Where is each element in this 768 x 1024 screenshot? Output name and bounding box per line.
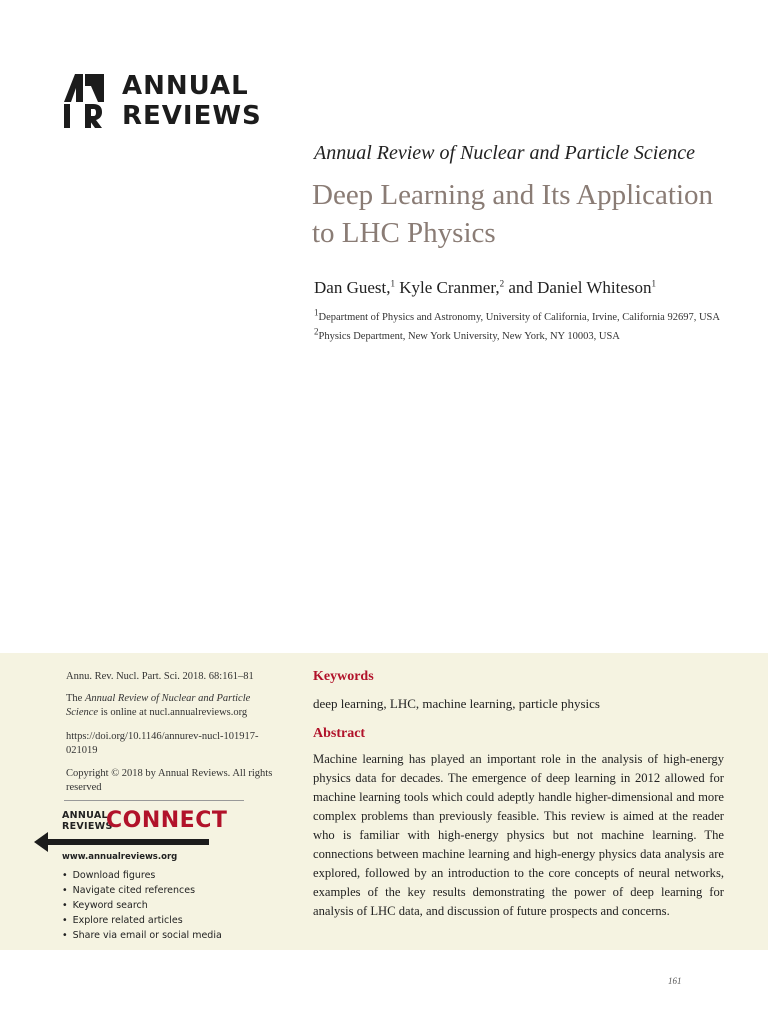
affiliation-2: $^2$Physics Department, New York University, New York, NY 10003, USA	[314, 326, 620, 342]
list-item: • Share via email or social media	[62, 928, 222, 943]
list-item: • Download figures	[62, 868, 222, 883]
author-affiliation-mark: 1	[651, 278, 657, 289]
copyright-notice: Copyright © 2018 by Annual Reviews. All rights reserved	[66, 768, 273, 793]
affiliation-1: $^1$Department of Physics and Astronomy, University of California, Irvine, California 92697, USA	[314, 307, 720, 323]
author-affiliation-mark: 2	[499, 278, 505, 289]
doi-link[interactable]: https://doi.org/10.1146/annurev-nucl-101917-021019	[66, 731, 259, 756]
divider	[64, 800, 244, 801]
journal-name: Annual Review of Nuclear and Particle Science	[314, 142, 695, 164]
citation: Annu. Rev. Nucl. Part. Sci. 2018. 68:161–81	[66, 671, 254, 682]
connect-url[interactable]: www.annualreviews.org	[62, 852, 178, 862]
annual-reviews-connect-box	[34, 800, 274, 945]
annual-reviews-logo	[64, 72, 264, 132]
list-item: • Navigate cited references	[62, 883, 222, 898]
author-list	[314, 278, 656, 298]
article-title: Deep Learning and Its Application to LHC Physics	[312, 179, 714, 249]
author-affiliation-mark: 1	[390, 278, 395, 289]
author-name: and Daniel Whiteson	[504, 278, 652, 297]
ar-logo-icon	[64, 74, 104, 128]
arrow-left-icon	[34, 832, 209, 852]
keywords-heading: Keywords	[313, 669, 374, 684]
logo-word-annual: ANNUAL	[122, 71, 249, 101]
online-notice: The Annual Review of Nuclear and Particle Science is online at nucl.annualreviews.org	[66, 693, 251, 718]
list-item: • Explore related articles	[62, 913, 222, 928]
logo-word-reviews: REVIEWS	[122, 101, 262, 131]
keywords-text: deep learning, LHC, machine learning, particle physics	[313, 696, 600, 711]
abstract-text: Machine learning has played an important role in the analysis of high-energy physics data for decades. The emergence of deep learning in 2012 allowed for machine learning tools which could adeptly handle higher-dimensional and more complex problems than previously feasible. This review is aimed at the reader who is familiar with high-energy physics but not machine learning. The connections between machine learning and high-energy physics data analysis are explored, followed by an introduction to the core concepts of neural networks, examples of the key results demonstrating the power of deep learning for analysis of LHC data, and discussion of future prospects and concerns.	[313, 752, 724, 918]
connect-feature-list	[62, 868, 222, 943]
abstract-heading: Abstract	[313, 726, 366, 741]
author-name: Dan Guest,	[314, 278, 391, 297]
connect-wordmark: CONNECT	[106, 808, 228, 833]
author-name: Kyle Cranmer,	[394, 278, 500, 297]
list-item: • Keyword search	[62, 898, 222, 913]
page-number: 161	[668, 976, 682, 986]
connect-logo-text: ANNUAL REVIEWS	[62, 810, 113, 832]
